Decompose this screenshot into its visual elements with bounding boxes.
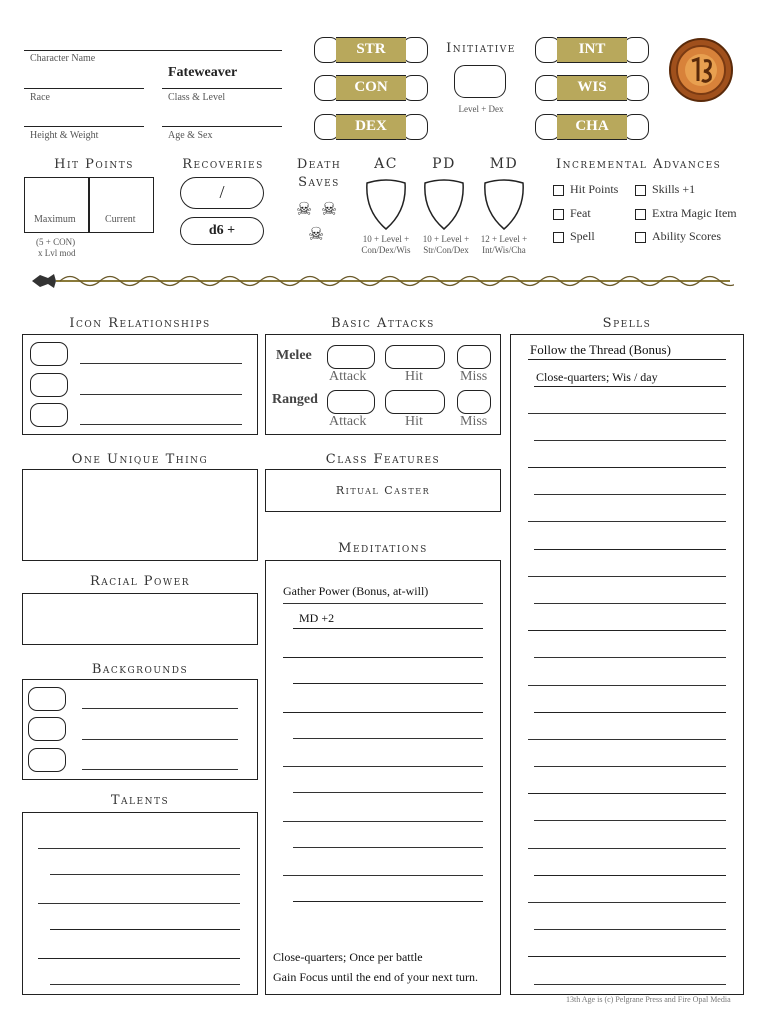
melee-hit-label: Hit [405, 369, 423, 384]
recoveries-title: Recoveries [182, 157, 264, 172]
con-stat[interactable]: CON [314, 75, 428, 101]
meditation-line[interactable] [283, 875, 483, 876]
md-shield-icon[interactable] [481, 177, 527, 231]
md-note-1: 12 + Level + [480, 234, 528, 244]
spell-line[interactable] [528, 467, 726, 468]
ac-note-2: Con/Dex/Wis [361, 245, 411, 255]
str-stat[interactable]: STR [314, 37, 428, 63]
dex-stat[interactable]: DEX [314, 114, 428, 140]
spell-line[interactable] [528, 630, 726, 631]
spell-line[interactable] [528, 413, 726, 414]
pd-shield-icon[interactable] [421, 177, 467, 231]
melee-miss-box[interactable] [457, 345, 491, 369]
melee-label: Melee [276, 348, 312, 363]
background-line[interactable] [82, 739, 238, 740]
race-label: Race [30, 92, 50, 103]
one-unique-thing-title: One Unique Thing [71, 452, 209, 467]
height-weight-label: Height & Weight [30, 130, 99, 141]
background-die[interactable] [28, 717, 66, 741]
character-name-label: Character Name [30, 53, 96, 64]
talent-line[interactable] [50, 929, 240, 930]
icon-relationship-line[interactable] [80, 424, 242, 425]
spells-title: Spells [602, 316, 652, 331]
ranged-attack-box[interactable] [327, 390, 375, 414]
talents-title: Talents [110, 793, 170, 808]
icon-relationships-title: Icon Relationships [69, 316, 211, 331]
spell-line[interactable] [528, 359, 726, 360]
height-weight-line [24, 126, 144, 127]
initiative-title: Initiative [446, 41, 516, 56]
ranged-attack-label: Attack [329, 414, 367, 429]
meditations-title: Meditations [338, 541, 428, 556]
class-level-label: Class & Level [168, 92, 226, 103]
13th-age-medallion-icon [668, 37, 734, 103]
meditation-line[interactable] [293, 792, 483, 793]
background-line[interactable] [82, 708, 238, 709]
talent-line[interactable] [38, 958, 240, 959]
meditation-line[interactable] [283, 712, 483, 713]
background-die[interactable] [28, 687, 66, 711]
spell-detail: Close-quarters; Wis / day [536, 370, 658, 384]
advance-checkbox[interactable] [553, 185, 564, 196]
spell-line[interactable] [534, 494, 726, 495]
meditation-line[interactable] [293, 683, 483, 684]
spell-line[interactable] [534, 657, 726, 658]
spells-box [510, 334, 744, 995]
advance-checkbox[interactable] [635, 209, 646, 220]
meditation-footer-2: Gain Focus until the end of your next turn. [273, 970, 478, 984]
icon-relationship-die[interactable] [30, 403, 68, 427]
spell-line[interactable] [528, 956, 726, 957]
ornamental-vine-divider [30, 270, 734, 292]
pd-note-2: Str/Con/Dex [423, 245, 469, 255]
skull-icon[interactable]: ☠ [308, 224, 325, 244]
spell-line[interactable] [534, 603, 726, 604]
initiative-box[interactable] [454, 65, 506, 98]
death-saves-title-1: Death [296, 157, 342, 172]
talent-line[interactable] [50, 984, 240, 985]
advance-checkbox[interactable] [635, 185, 646, 196]
hp-current-label: Current [105, 214, 136, 225]
talent-line[interactable] [38, 848, 240, 849]
class-level-line [162, 88, 282, 89]
meditation-line[interactable] [283, 821, 483, 822]
pd-title: PD [432, 156, 456, 172]
spell-line[interactable] [534, 386, 726, 387]
character-name-line [24, 50, 282, 51]
background-die[interactable] [28, 748, 66, 772]
advance-label: Extra Magic Item [652, 206, 737, 220]
spell-line[interactable] [534, 766, 726, 767]
spell-line[interactable] [534, 875, 726, 876]
icon-relationship-line[interactable] [80, 363, 242, 364]
meditation-line[interactable] [293, 847, 483, 848]
pd-note-1: 10 + Level + [422, 234, 470, 244]
spell-line[interactable] [528, 521, 726, 522]
spell-line[interactable] [528, 576, 726, 577]
death-saves-title-2: Saves [298, 175, 340, 190]
meditation-line[interactable] [293, 628, 483, 629]
racial-power-box[interactable] [22, 593, 258, 645]
melee-miss-label: Miss [460, 369, 488, 384]
ac-shield-icon[interactable] [363, 177, 409, 231]
spell-line[interactable] [528, 848, 726, 849]
hit-points-title: Hit Points [54, 157, 134, 172]
meditation-line[interactable] [293, 901, 483, 902]
meditation-footer-1: Close-quarters; Once per battle [273, 950, 423, 964]
icon-relationship-line[interactable] [80, 394, 242, 395]
cha-stat[interactable]: CHA [535, 114, 649, 140]
character-name-value[interactable]: Fateweaver [168, 65, 238, 80]
recoveries-count[interactable]: / [180, 177, 264, 209]
advance-label: Feat [570, 206, 591, 220]
class-features-title: Class Features [325, 452, 441, 467]
advance-label: Spell [570, 229, 595, 243]
md-note-2: Int/Wis/Cha [482, 245, 526, 255]
racial-power-title: Racial Power [89, 574, 191, 589]
int-stat[interactable]: INT [535, 37, 649, 63]
advance-checkbox[interactable] [553, 232, 564, 243]
melee-attack-box[interactable] [327, 345, 375, 369]
spell-line[interactable] [528, 793, 726, 794]
meditation-line[interactable] [283, 603, 483, 604]
spell-line[interactable] [534, 929, 726, 930]
ac-title: AC [374, 156, 398, 172]
md-title: MD [489, 156, 519, 172]
meditation-line[interactable] [283, 657, 483, 658]
meditation-line[interactable] [283, 766, 483, 767]
class-feature-ritual-caster[interactable]: Ritual Caster [335, 484, 431, 497]
spell-line[interactable] [528, 902, 726, 903]
hp-note-2: x Lvl mod [38, 248, 76, 258]
basic-attacks-title: Basic Attacks [331, 316, 435, 331]
incremental-advances-title: Incremental Advances [556, 157, 722, 172]
recovery-die[interactable]: d6 + [180, 217, 264, 245]
initiative-note: Level + Dex [458, 104, 504, 114]
race-line [24, 88, 144, 89]
hp-note-1: (5 + CON) [36, 237, 76, 247]
one-unique-thing-box[interactable] [22, 469, 258, 561]
talent-line[interactable] [38, 903, 240, 904]
spell-line[interactable] [534, 984, 726, 985]
melee-attack-label: Attack [329, 369, 367, 384]
spell-line[interactable] [534, 712, 726, 713]
melee-hit-box[interactable] [385, 345, 445, 369]
advance-label: Skills +1 [652, 182, 696, 196]
wis-stat[interactable]: WIS [535, 75, 649, 101]
spell-line[interactable] [534, 549, 726, 550]
advance-checkbox[interactable] [553, 209, 564, 220]
copyright-note: 13th Age is (c) Pelgrane Press and Fire Opal Media [566, 995, 731, 1004]
ranged-miss-label: Miss [460, 414, 488, 429]
age-sex-line [162, 126, 282, 127]
ranged-label: Ranged [272, 392, 318, 407]
ranged-hit-box[interactable] [385, 390, 445, 414]
spell-line[interactable] [528, 739, 726, 740]
background-line[interactable] [82, 769, 238, 770]
ranged-miss-box[interactable] [457, 390, 491, 414]
age-sex-label: Age & Sex [168, 130, 213, 141]
advance-checkbox[interactable] [635, 232, 646, 243]
meditation-line[interactable] [293, 738, 483, 739]
spell-line[interactable] [534, 440, 726, 441]
backgrounds-title: Backgrounds [91, 662, 189, 677]
meditation-name: Gather Power (Bonus, at-will) [283, 584, 429, 598]
icon-relationship-die[interactable] [30, 342, 68, 366]
spell-line[interactable] [534, 820, 726, 821]
hp-maximum-label: Maximum [34, 214, 76, 225]
ac-note-1: 10 + Level + [362, 234, 410, 244]
ranged-hit-label: Hit [405, 414, 423, 429]
advance-label: Ability Scores [652, 229, 721, 243]
icon-relationship-die[interactable] [30, 373, 68, 397]
talent-line[interactable] [50, 874, 240, 875]
spell-name: Follow the Thread (Bonus) [530, 342, 671, 357]
meditation-detail: MD +2 [299, 611, 335, 625]
skull-icon[interactable]: ☠ [321, 199, 338, 219]
advance-label: Hit Points [570, 182, 619, 196]
spell-line[interactable] [528, 685, 726, 686]
skull-icon[interactable]: ☠ [296, 199, 313, 219]
